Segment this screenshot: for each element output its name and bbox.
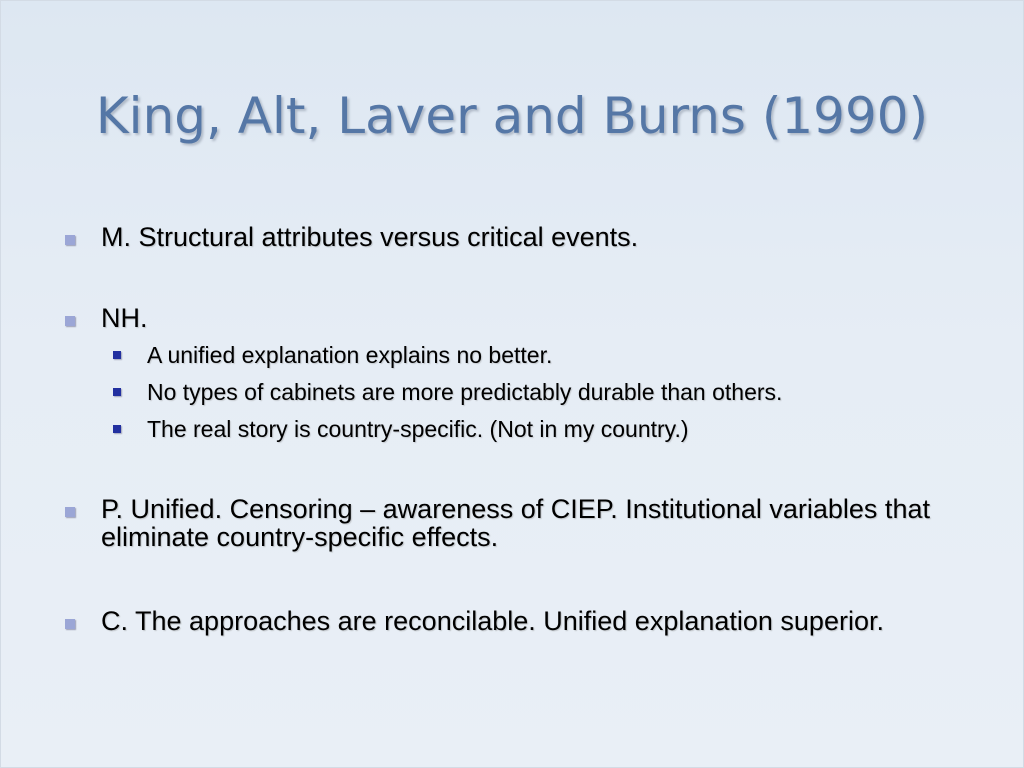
square-bullet-icon (65, 235, 75, 245)
sub-bullet-text: No types of cabinets are more predictably durable than others. (147, 379, 783, 405)
slide-content (63, 223, 943, 635)
sub-bullet-3 (63, 416, 943, 443)
slide-title: King, Alt, Laver and Burns (1990) (95, 87, 929, 145)
square-bullet-icon (113, 388, 121, 396)
bullet-m (63, 223, 943, 251)
square-bullet-icon (65, 619, 75, 629)
bullet-text: M. Structural attributes versus critical events. (101, 222, 639, 252)
sub-bullet-1 (63, 342, 943, 369)
bullet-p (63, 495, 943, 551)
bullet-text: C. The approaches are reconcilable. Unified explanation superior. (101, 606, 884, 636)
sub-bullet-2 (63, 379, 943, 406)
bullet-c (63, 607, 943, 635)
square-bullet-icon (65, 316, 75, 326)
bullet-text: P. Unified. Censoring – awareness of CIEP. Institutional variables that eliminate country-specific effects. (101, 494, 930, 552)
sub-bullet-text: A unified explanation explains no better. (147, 342, 553, 368)
square-bullet-icon (65, 507, 75, 517)
bullet-text: NH. (101, 303, 148, 333)
square-bullet-icon (113, 425, 121, 433)
bullet-nh (63, 304, 943, 332)
sub-bullet-text: The real story is country-specific. (Not in my country.) (147, 416, 689, 442)
square-bullet-icon (113, 351, 121, 359)
